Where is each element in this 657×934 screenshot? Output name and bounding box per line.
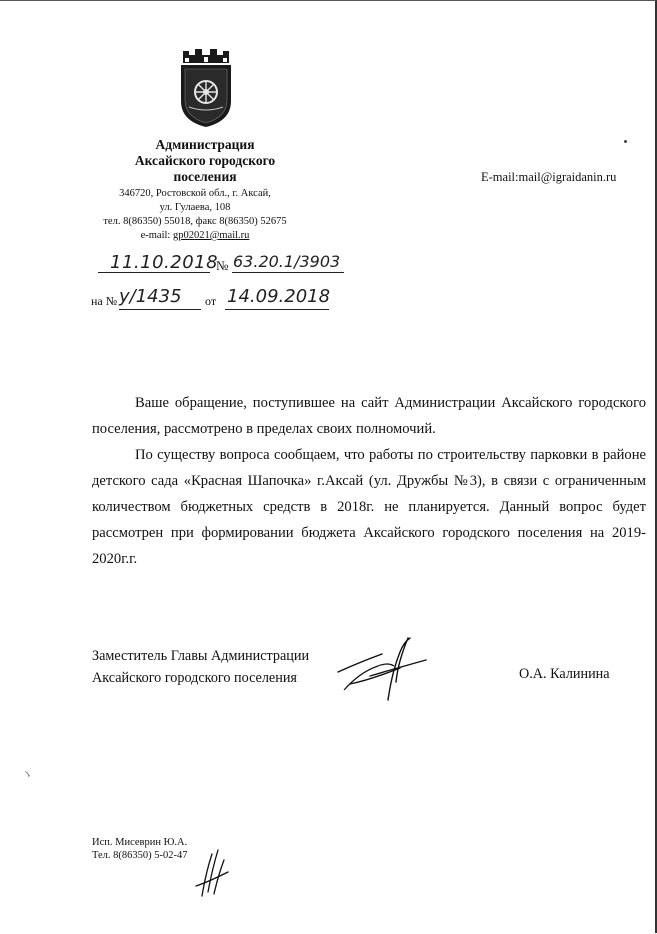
position-line-2: Аксайского городского поселения bbox=[92, 670, 297, 686]
signatory-position bbox=[92, 645, 309, 689]
body-paragraph-1: Ваше обращение, поступившее на сайт Администрации Аксайского городского поселения, рассмотрено в пределах своих полномочий. bbox=[92, 395, 646, 437]
org-line-3: поселения bbox=[173, 169, 237, 184]
incoming-reference bbox=[91, 286, 341, 316]
organization-name bbox=[120, 137, 290, 185]
body-paragraph-2: По существу вопроса сообщаем, что работы по строительству парковки в районе детского сада «Красная Шапочка» г.Аксай (ул. Дружбы №3), в связи с ограниченным количеством бюджетных средств в 2018г. не планируется. Данный вопрос будет рассмотрен при формировании бюджета Аксайского городского поселения на 2019-2020г.г. bbox=[92, 447, 646, 567]
reply-label: на № bbox=[91, 294, 118, 308]
executor-info bbox=[92, 836, 188, 862]
incoming-number: y/1435 bbox=[119, 286, 182, 307]
outgoing-number: 63.20.1/3903 bbox=[233, 252, 341, 271]
number-underline bbox=[232, 272, 344, 273]
recipient-email: E-mail:mail@igraidanin.ru bbox=[481, 170, 617, 184]
executor-signature bbox=[188, 842, 238, 898]
executor-name: Исп. Мисеврин Ю.А. bbox=[92, 837, 188, 848]
email-label: e-mail: bbox=[140, 230, 171, 241]
coat-of-arms-icon bbox=[175, 45, 237, 129]
org-line-1: Администрация bbox=[155, 137, 255, 152]
address-line-2: ул. Гулаева, 108 bbox=[159, 202, 231, 213]
position-line-1: Заместитель Главы Администрации bbox=[92, 648, 310, 664]
address-line-1: 346720, Ростовской обл., г. Аксай, bbox=[119, 188, 271, 199]
outgoing-registration bbox=[98, 252, 348, 276]
handwritten-signature bbox=[330, 632, 440, 702]
signatory-name: О.А. Калинина bbox=[519, 666, 610, 682]
phone-line: тел. 8(86350) 55018, факс 8(86350) 52675 bbox=[103, 216, 287, 227]
outgoing-date: 11.10.2018 bbox=[110, 252, 219, 273]
incoming-date: 14.09.2018 bbox=[227, 286, 331, 307]
number-label: № bbox=[216, 258, 229, 273]
letter-body bbox=[92, 390, 646, 572]
executor-phone: Тел. 8(86350) 5-02-47 bbox=[92, 850, 188, 861]
email-line bbox=[95, 229, 295, 243]
org-line-2: Аксайского городского bbox=[134, 153, 276, 168]
email-link[interactable]: gp02021@mail.ru bbox=[172, 230, 250, 241]
scan-speck bbox=[24, 770, 32, 778]
scan-speck bbox=[624, 140, 627, 143]
organization-address bbox=[95, 187, 295, 243]
date-underline bbox=[98, 272, 210, 273]
incoming-number-underline bbox=[119, 309, 201, 310]
from-label: от bbox=[205, 294, 217, 308]
incoming-date-underline bbox=[225, 309, 329, 310]
